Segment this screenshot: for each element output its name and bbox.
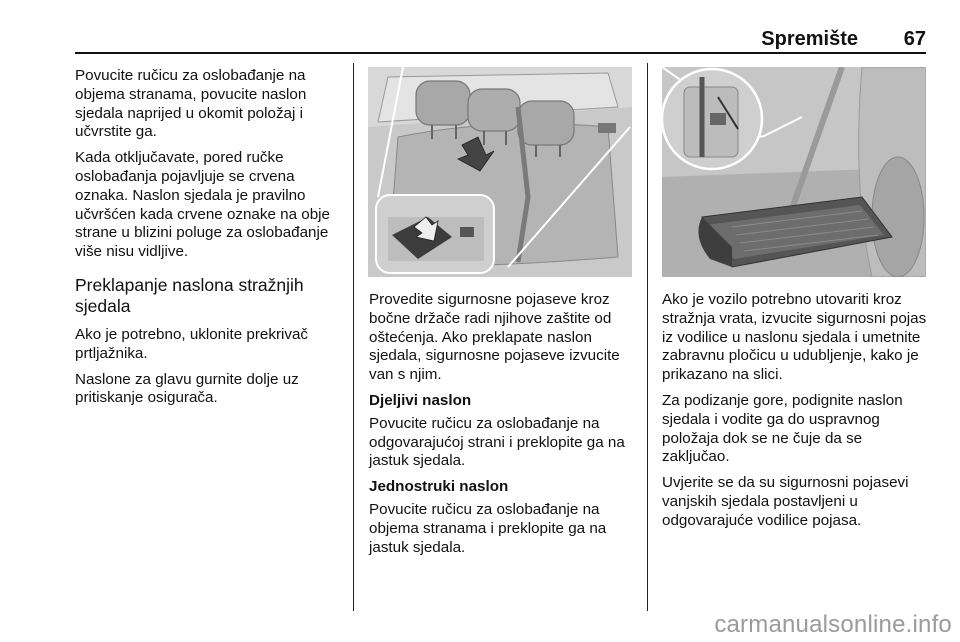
section-title: Spremište [761, 28, 858, 50]
column-2 [369, 291, 637, 564]
paragraph: Naslone za glavu gurnite dolje uz pritiskanje osigurača. [75, 370, 299, 407]
subheading-split-backrest: Djeljivi naslon [369, 391, 472, 409]
paragraph: Za podizanje gore, podignite naslon sjedala i vodite ga do uspravnog položaja dok se ne čuje da se zaključao. [662, 391, 903, 466]
header-divider [75, 52, 926, 54]
paragraph: Ako je vozilo potrebno utovariti kroz stražnja vrata, izvucite sigurnosni pojas iz vodilice u naslonu sjedala i umetnite zabravnu pločicu u udubljenje, kako je prikazano na slici. [662, 291, 927, 384]
subheading-single-backrest: Jednostruki naslon [369, 478, 509, 496]
page-header [75, 28, 926, 52]
watermark: carmanualsonline.info [714, 611, 952, 638]
column-divider-2 [647, 63, 648, 611]
column-3 [662, 291, 930, 538]
paragraph: Povucite ručicu za oslobađanje na objema stranama i preklopite ga na jastuk sjedala. [369, 500, 607, 556]
page-number: 67 [903, 28, 926, 50]
column-divider-1 [353, 63, 354, 611]
paragraph: Kada otključavate, pored ručke oslobađanja pojavljuje se crvena oznaka. Naslon sjedala je pravilno učvršćen kada crvene oznake na obje strane u blizini poluge za oslobađanje više nisu vidljive. [75, 149, 330, 261]
paragraph: Uvjerite se da su sigurnosni pojasevi vanjskih sjedala postavljeni u odgovarajuće vodilice pojasa. [662, 474, 909, 529]
rear-seat-headrest-drawing [368, 67, 632, 277]
paragraph: Ako je potrebno, uklonite prekrivač prtljažnika. [75, 325, 309, 362]
folded-seat-belt-drawing [662, 67, 926, 277]
paragraph: Povucite ručicu za oslobađanje na objema stranama, povucite naslon sjedala naprijed u okomit položaj i učvrstite ga. [75, 67, 307, 141]
paragraph: Provedite sigurnosne pojaseve kroz bočne držače radi njihove zaštite od oštećenja. Ako preklapate naslon sjedala, sigurnosne pojaseve izvucite van s njim. [369, 291, 620, 384]
folded-seat-belt-illustration [662, 67, 926, 277]
paragraph: Povucite ručicu za oslobađanje na odgovarajućoj strani i preklopite ga na jastuk sjedala. [369, 414, 625, 470]
rear-seat-headrest-illustration [368, 67, 632, 277]
column-1 [75, 67, 345, 415]
section-heading: Preklapanje naslona stražnjih sjedala [75, 274, 304, 316]
